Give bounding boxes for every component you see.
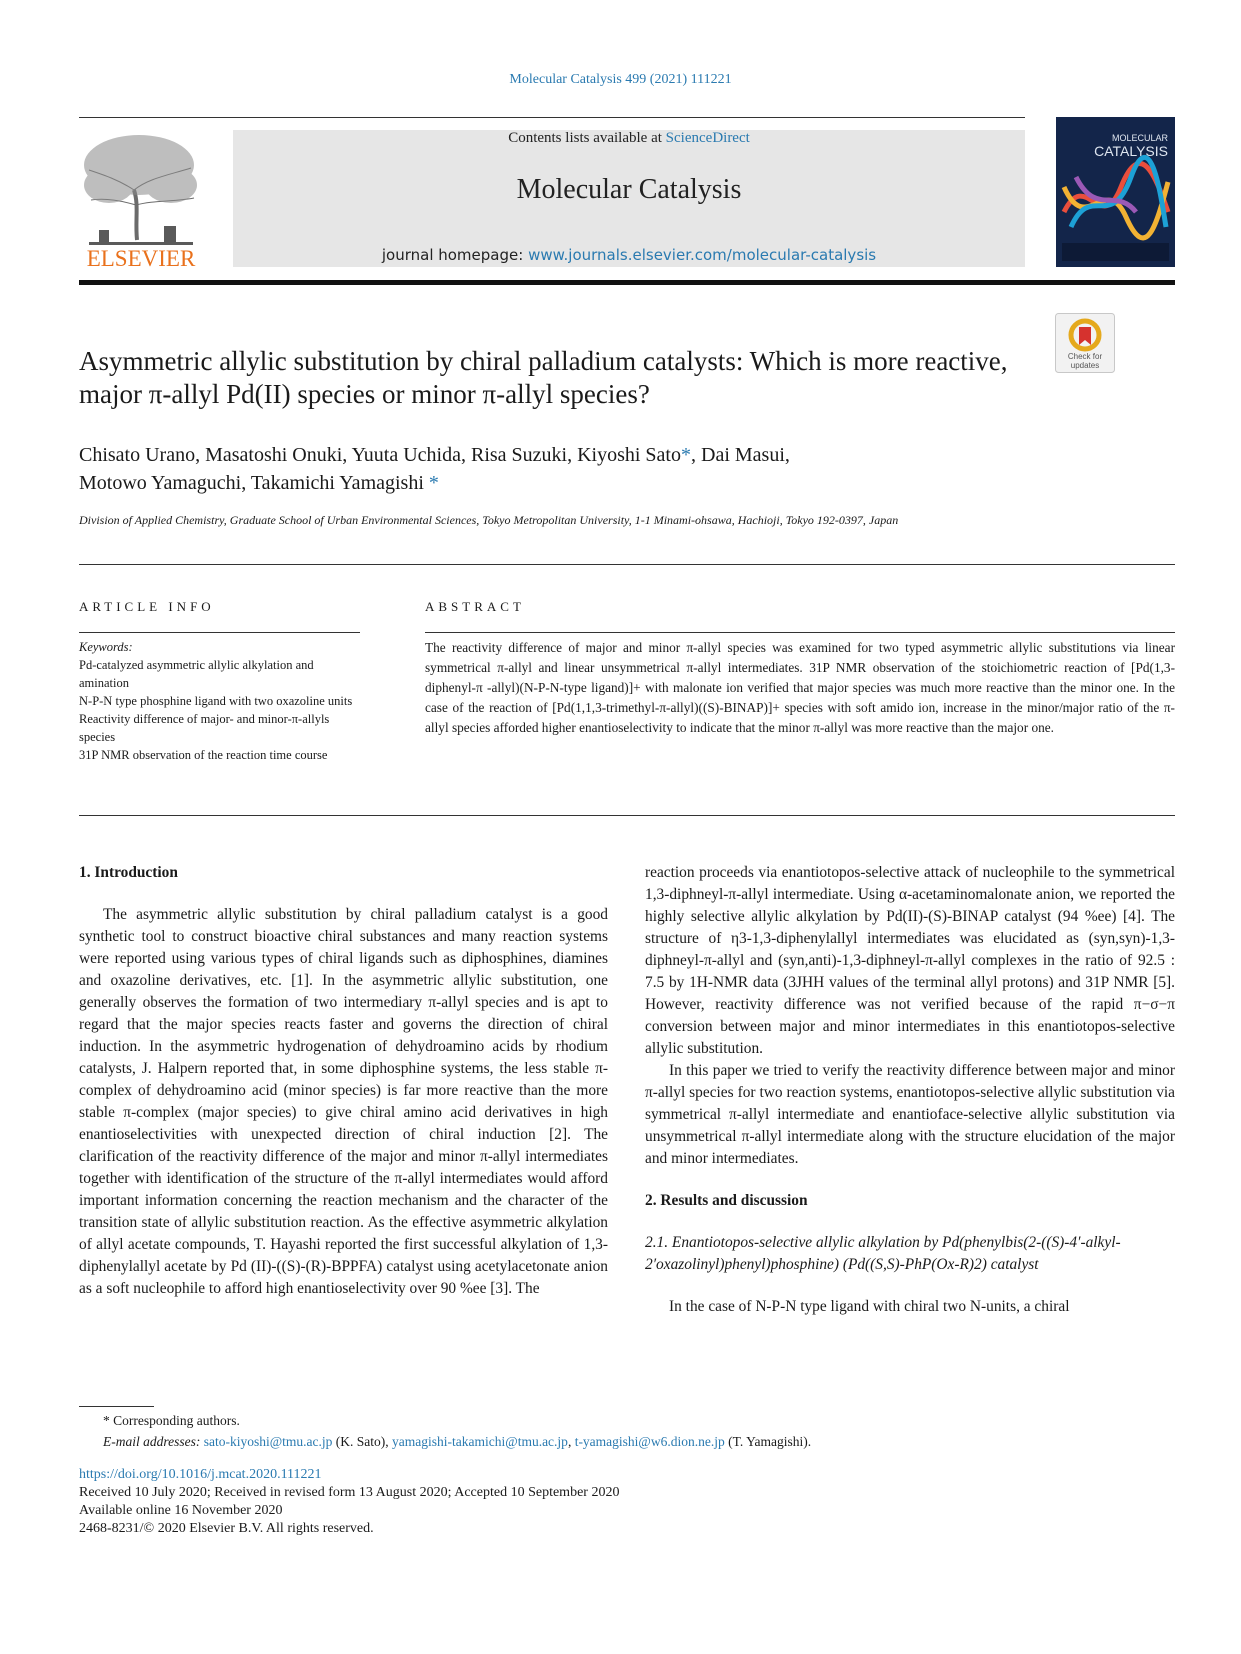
results-heading: 2. Results and discussion <box>645 1192 808 1209</box>
check-for-updates-badge[interactable] <box>1055 313 1115 373</box>
body-paragraph: In this paper we tried to verify the reactivity difference between major and minor π-allyl species for two reaction systems, enantiotopos-selective allylic substitution via symmetrical π-allyl intermediate and enantioface-selective allylic substitution via unsymmetrical π-allyl intermediate along with the structure elucidation of the major and minor intermediates. <box>645 1062 1175 1167</box>
body-paragraph: reaction proceeds via enantiotopos-selective attack of nucleophile to the symmetrical 1,3-diphneyl-π-allyl intermediate. Using α-acetaminomalonate anion, we reported the highly selective allylic alkylation by Pd(II)-(S)-BINAP catalyst (94 %ee) [4]. The structure of η3-1,3-diphenylallyl intermediates was elucidated as (syn,syn)-1,3-diphneyl-π-allyl and (syn,anti)-1,3-diphneyl-π-allyl complexes in the ratio of 92.5 : 7.5 by 1H-NMR data (3JHH values of the terminal allyl protons) and 31P NMR [5]. However, reactivity difference was not verified because of the rapid π−σ−π conversion between major and minor intermediates in this enantiotopos-selective allylic substitution. <box>645 864 1175 1057</box>
doi-link[interactable]: https://doi.org/10.1016/j.mcat.2020.111221 <box>79 1467 322 1482</box>
contents-line <box>233 130 1025 147</box>
article-info-rule <box>79 632 360 633</box>
journal-masthead <box>233 130 1025 267</box>
received-dates: Received 10 July 2020; Received in revised form 13 August 2020; Accepted 10 September 2020 <box>79 1485 620 1500</box>
elsevier-tree-icon <box>79 130 203 270</box>
email-link-sato[interactable]: sato-kiyoshi@tmu.ac.jp <box>203 1434 333 1449</box>
email-link-yamagishi[interactable]: yamagishi-takamichi@tmu.ac.jp <box>392 1434 568 1449</box>
email-link-yamagishi-alt[interactable]: t-yamagishi@w6.dion.ne.jp <box>574 1434 725 1449</box>
keyword-item: Reactivity difference of major- and minor-π-allyls species <box>79 712 330 744</box>
cover-title-line1: MOLECULAR <box>1111 133 1168 143</box>
header-thick-rule <box>79 280 1175 285</box>
article-title: Asymmetric allylic substitution by chiral palladium catalysts: Which is more reactive, major π-allyl Pd(II) species or minor π-allyl species? <box>79 346 1008 409</box>
authors-second-part: , Dai Masui, <box>691 444 790 466</box>
author-list <box>79 441 1039 497</box>
homepage-prefix: journal homepage: <box>381 246 524 264</box>
publication-info <box>79 1466 979 1538</box>
body-column-left <box>79 862 608 1300</box>
email-line <box>79 1431 1175 1452</box>
corresponding-star-link[interactable]: * <box>428 472 439 494</box>
subsection-heading: 2.1. Enantiotopos-selective allylic alkylation by Pd(phenylbis(2-((S)-4′-alkyl-2′oxazolinyl)phenyl)phosphine) (Pd((S,S)-PhP(Ox-R)2) catalyst <box>645 1234 1121 1273</box>
svg-text:updates: updates <box>1070 361 1100 370</box>
affiliation: Division of Applied Chemistry, Graduate School of Urban Environmental Sciences, Tokyo Metropolitan University, 1-1 Minami-ohsawa, Hachioji, Tokyo 192-0397, Japan <box>79 513 899 527</box>
elsevier-logo <box>79 130 203 270</box>
article-info-heading: ARTICLE INFO <box>79 599 215 614</box>
journal-name: Molecular Catalysis <box>516 174 742 205</box>
introduction-paragraph: The asymmetric allylic substitution by chiral palladium catalyst is a good synthetic tool to construct bioactive chiral substances and many reaction systems were reported using various types of chiral ligands such as diphosphines, diamines and oxazoline derivatives, etc. [1]. In the asymmetric allylic substitution, one generally observes the formation of two intermediary π-allyl species and is apt to regard that the major species reacts faster and governs the direction of chiral induction. In the asymmetric hydrogenation of dehydroamino acids by rhodium catalysts, J. Halpern reported that, in some diphosphine systems, the less stable π-complex of dehydroamino acid (minor species) is far more reactive than the more stable π-complex (major species) to give chiral amino acid derivatives in high enantioselectivities with unexpected direction of chiral induction [2]. The clarification of the reactivity difference of the major and minor π-allyl intermediates together with identification of the structure of the π-allyl intermediates would afford important information concerning the reaction mechanism and the character of the transition state of allylic substitution reaction. As the effective asymmetric alkylation of allyl acetate compounds, T. Hayashi reported the first successful alkylation of 1,3-diphenylallyl acetate by Pd (II)-((S)-(R)-BPPFA) catalyst using acetylacetonate anion as a soft nucleophile to afford high enantioselectivity over 90 %ee [3]. The <box>79 906 608 1297</box>
keywords-label: Keywords: <box>79 640 133 654</box>
journal-cover <box>1056 117 1175 267</box>
email-owner: (K. Sato), <box>332 1434 393 1449</box>
homepage-link[interactable]: www.journals.elsevier.com/molecular-catalysis <box>528 246 877 264</box>
footnote-rule <box>79 1406 154 1407</box>
authors-first-part: Chisato Urano, Masatoshi Onuki, Yuuta Uchida, Risa Suzuki, Kiyoshi Sato <box>79 444 681 466</box>
authors-line-two: Motowo Yamaguchi, Takamichi Yamagishi <box>79 472 424 494</box>
cover-title-line2: CATALYSIS <box>1094 143 1168 159</box>
introduction-heading: 1. Introduction <box>79 864 178 881</box>
keyword-item: Pd-catalyzed asymmetric allylic alkylation and amination <box>79 658 314 690</box>
elsevier-wordmark: ELSEVIER <box>86 246 196 270</box>
email-label: E-mail addresses: <box>103 1434 201 1449</box>
contents-prefix: Contents lists available at <box>508 130 662 146</box>
homepage-line <box>233 246 1025 264</box>
abstract-text: The reactivity difference of major and minor π-allyl species was examined for two typed asymmetric allylic substitutions via linear symmetrical π-allyl and linear unsymmetrical π-allyl intermediates. 31P NMR observation of the stoichiometric reaction of [Pd(1,3-diphenyl-π -allyl)(N-P-N-type ligand)]+ with malonate ion verified that major species was much more reactive than the minor one. In the case of the reaction of [Pd(1,1,3-trimethyl-π-allyl)((S)-BINAP)]+ species with soft amido ion, increase in the minor/major ratio of the π-allyl species afforded higher enantioselectivity to indicate that the minor π-allyl was more reactive than the major one. <box>425 640 1175 735</box>
email-owner: (T. Yamagishi). <box>724 1434 812 1449</box>
section-rule <box>79 564 1175 565</box>
footnote <box>79 1410 1175 1452</box>
corresponding-note: * Corresponding authors. <box>103 1413 240 1428</box>
keyword-item: N-P-N type phosphine ligand with two oxazoline units <box>79 694 353 708</box>
body-paragraph: In the case of N-P-N type ligand with chiral two N-units, a chiral <box>669 1298 1070 1315</box>
copyright: 2468-8231/© 2020 Elsevier B.V. All rights reserved. <box>79 1521 374 1536</box>
abstract-heading: ABSTRACT <box>425 599 525 614</box>
email-separator: , <box>567 1434 575 1449</box>
body-column-right <box>645 862 1175 1318</box>
header-rule <box>79 117 1025 118</box>
corresponding-star-link[interactable]: * <box>681 444 691 466</box>
svg-text:Check for: Check for <box>1067 352 1103 361</box>
available-online: Available online 16 November 2020 <box>79 1503 283 1518</box>
section-rule <box>79 815 1175 816</box>
keywords-block <box>79 638 364 764</box>
abstract-rule <box>425 632 1175 633</box>
keyword-item: 31P NMR observation of the reaction time course <box>79 748 328 762</box>
journal-reference-link[interactable]: Molecular Catalysis 499 (2021) 111221 <box>509 72 732 87</box>
sciencedirect-link[interactable]: ScienceDirect <box>665 130 750 146</box>
